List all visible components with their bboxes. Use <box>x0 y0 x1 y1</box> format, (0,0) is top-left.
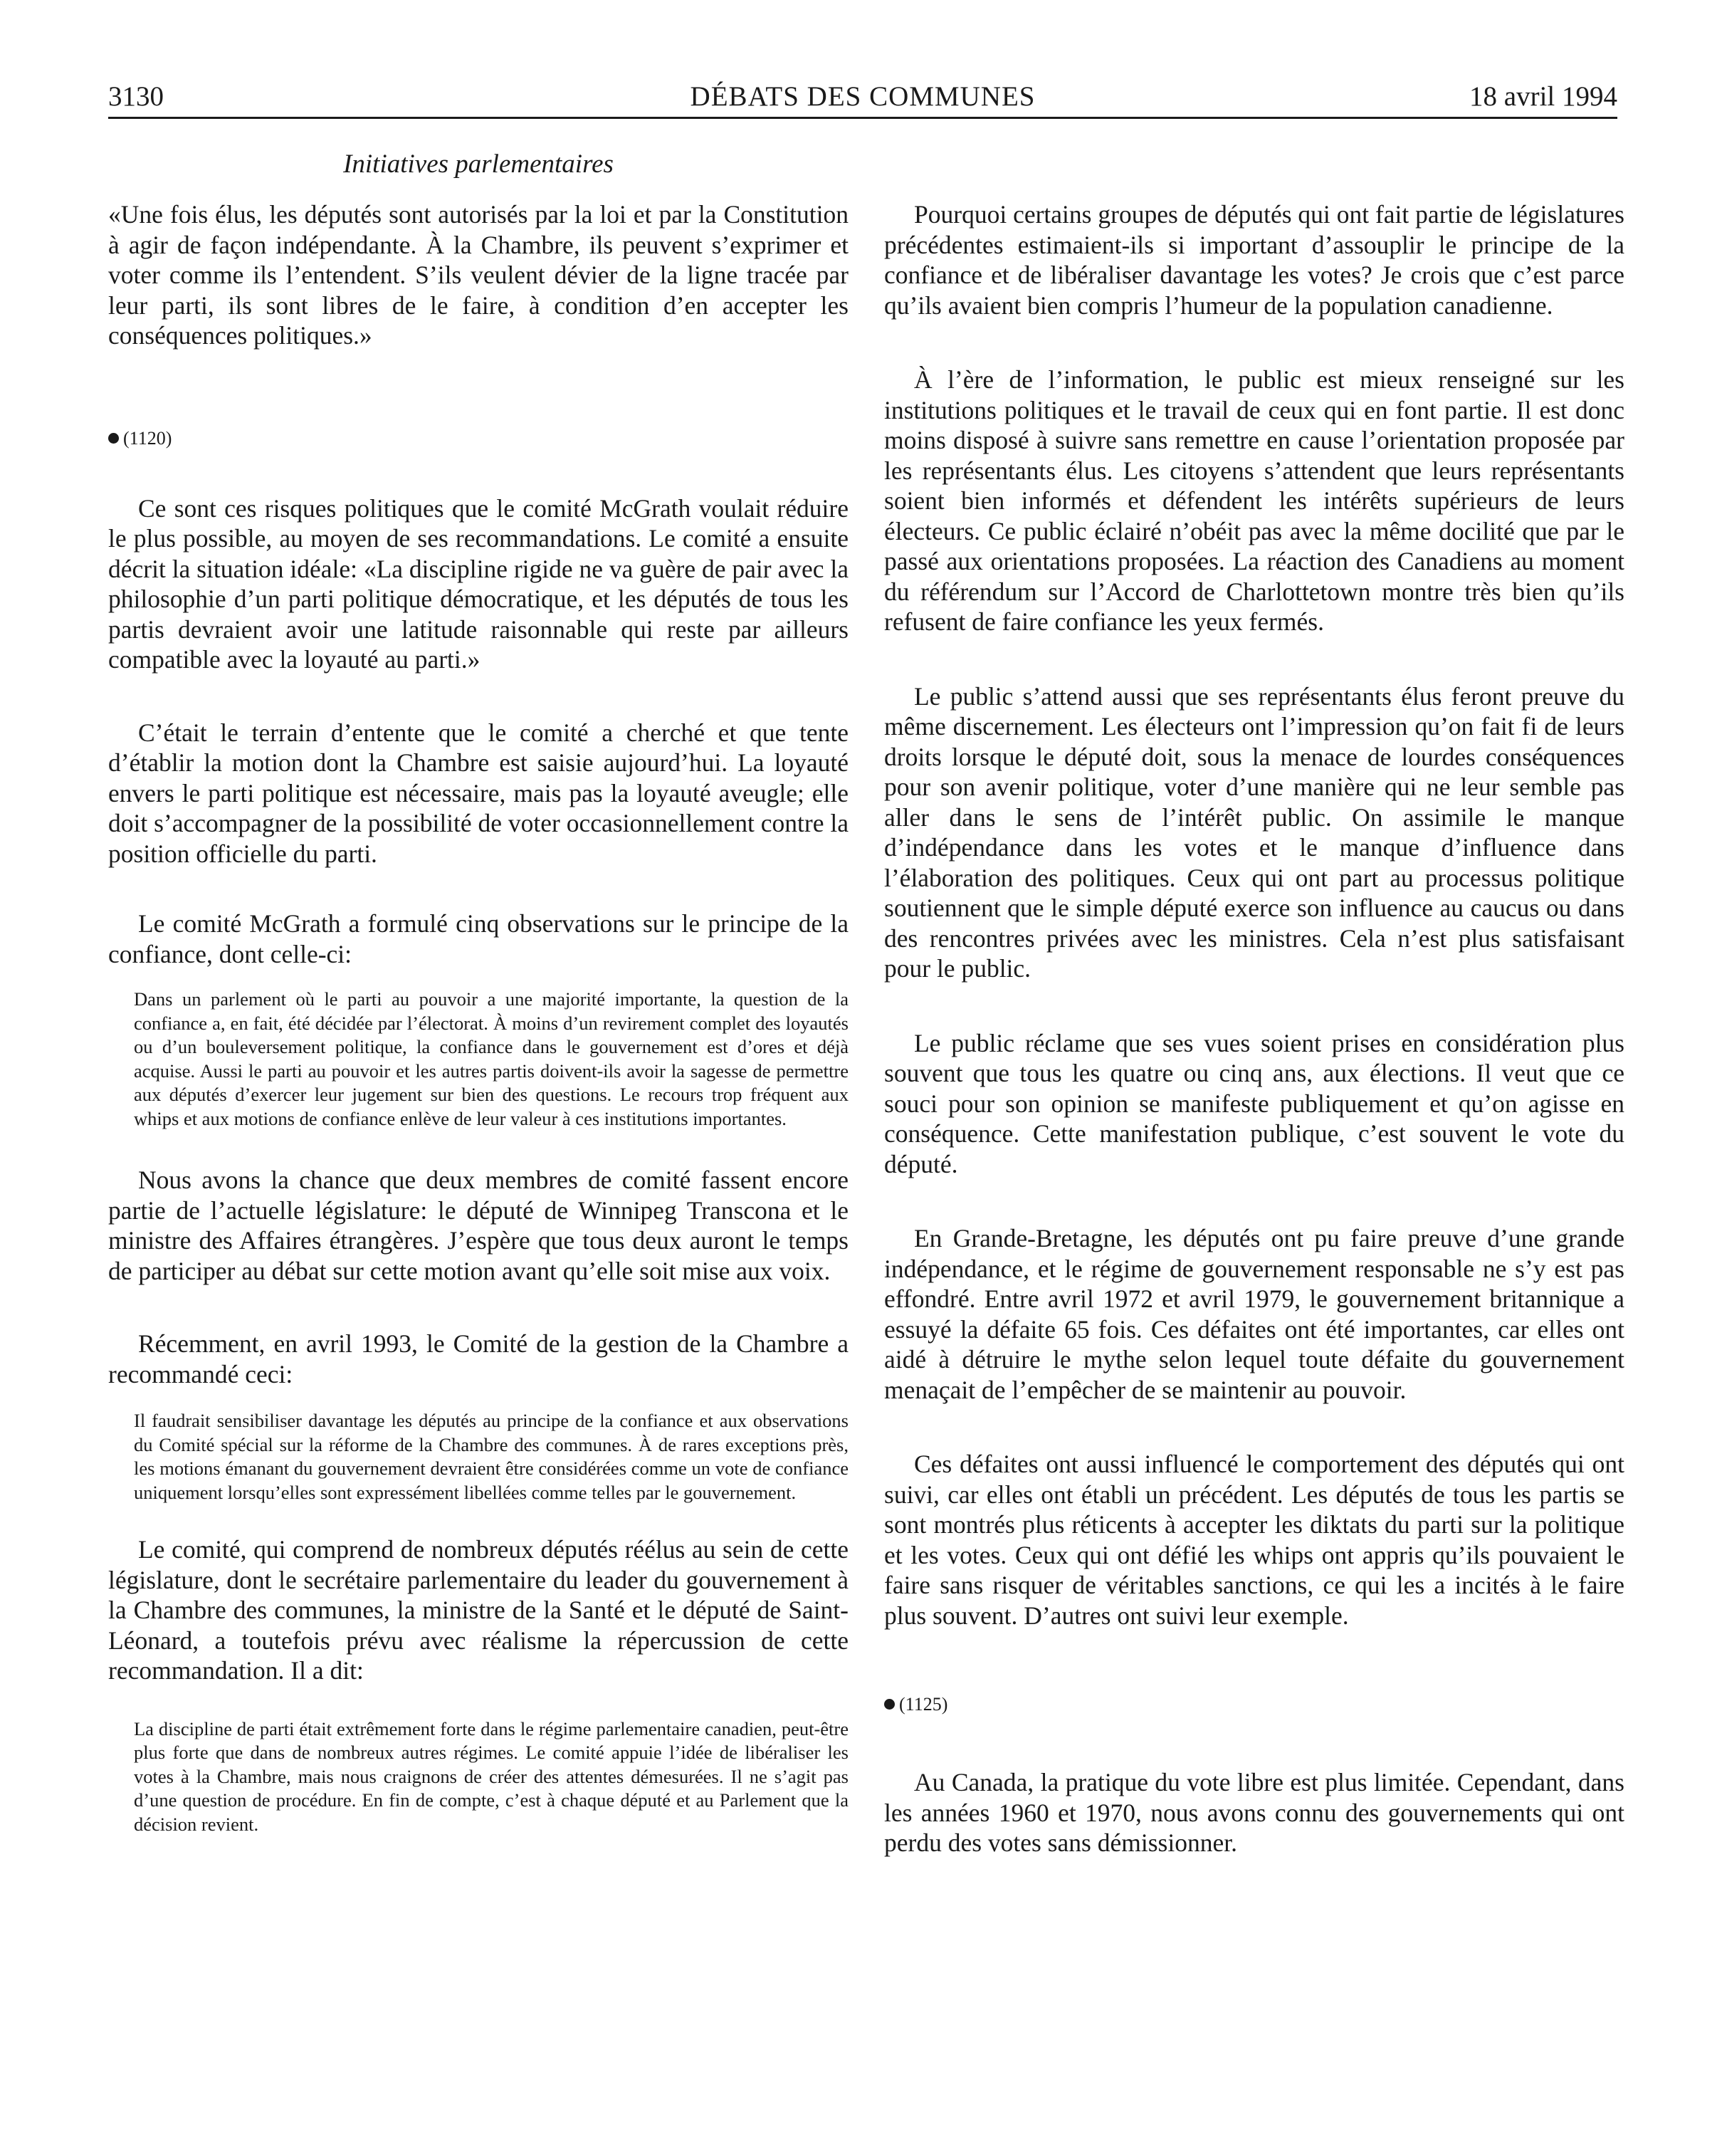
block-quote: La discipline de parti était extrêmement forte dans le régime parlementaire canadien, peut-être plus forte que dans de nombreux autres régimes. Le comité appuie l’idée de libéraliser les votes à la Chambre, mais nous craignons de créer des attentes démesurées. Il ne s’agit pas d’une question de procédure. En fin de compte, c’est à chaque député et au Parlement que la décision revient. <box>134 1717 849 1835</box>
paragraph: Le comité McGrath a formulé cinq observations sur le principe de la confiance, dont celle-ci: <box>108 909 849 968</box>
running-head <box>108 77 1617 117</box>
paragraph: Ce sont ces risques politiques que le comité McGrath voulait réduire le plus possible, au moyen de ses recommandations. Le comité a ensuite décrit la situation idéale: «La discipline rigide ne va guère de pair avec la philosophie d’un parti politique démocratique, et les députés de tous les partis devraient avoir une latitude raisonnable qui reste par ailleurs compatible avec la loyauté au parti.» <box>108 493 849 674</box>
paragraph: Le comité, qui comprend de nombreux députés réélus au sein de cette législature, dont le secrétaire parlementaire du leader du gouvernement à la Chambre des communes, la ministre de la Santé et le député de Saint-Léonard, a toutefois prévu avec réalisme la répercussion de cette recommandation. Il a dit: <box>108 1535 849 1685</box>
publication-date: 18 avril 1994 <box>1469 81 1617 112</box>
publication-title: DÉBATS DES COMMUNES <box>690 81 1036 112</box>
paragraph: «Une fois élus, les députés sont autorisés par la loi et par la Constitution à agir de façon indépendante. À la Chambre, ils peuvent s’exprimer et voter comme ils l’entendent. S’ils veulent dévier de la ligne tracée par leur parti, ils sont libres de le faire, à condition d’en accepter les conséquences politiques.» <box>108 200 849 350</box>
bullet-icon <box>108 433 119 444</box>
block-quote: Dans un parlement où le parti au pouvoir a une majorité importante, la question de la confiance a, en fait, été décidée par l’électorat. À moins d’un revirement complet des loyautés ou d’un bouleversement politique, la confiance dans le gouvernement est d’ores et déjà acquise. Aussi le parti au pouvoir et les autres partis doivent-ils avoir la sagesse de permettre aux députés d’exercer leur jugement sur bien des questions. Le recours trop fréquent aux whips et aux motions de confiance enlève de leur valeur à ces institutions importantes. <box>134 988 849 1129</box>
paragraph: Au Canada, la pratique du vote libre est plus limitée. Cependant, dans les années 1960 et 1970, nous avons connu des gouvernements qui ont perdu des votes sans démissionner. <box>884 1768 1624 1857</box>
right-column <box>884 199 1624 1858</box>
paragraph: Pourquoi certains groupes de députés qui ont fait partie de législatures précédentes estimaient-ils si important d’assouplir le principe de la confiance et de libéraliser davantage les votes? Je crois que c’est parce qu’ils avaient bien compris l’humeur de la population canadienne. <box>884 200 1624 320</box>
bullet-icon <box>884 1699 895 1710</box>
paragraph: Le public s’attend aussi que ses représentants élus feront preuve du même discernement. Les électeurs ont l’impression qu’on fait fi de leurs droits lorsque le député doit, sous la menace de lourdes conséquences pour son avenir politique, voter d’une manière qui ne leur semble pas aller dans le sens de l’intérêt public. On assimile le manque d’indépendance dans les votes et le manque d’influence dans l’élaboration des politiques. Ceux qui ont part au processus politique soutiennent que le simple député exerce son influence au caucus ou dans des rencontres privées avec les ministres. Cela n’est plus satisfaisant pour le public. <box>884 681 1624 983</box>
paragraph: Ces défaites ont aussi influencé le comportement des députés qui ont suivi, car elles ont établi un précédent. Les députés de tous les partis se sont montrés plus réticents à accepter les diktats du parti sur la politique et les votes. Ceux qui ont défié les whips ont appris qu’ils pouvaient le faire sans risquer de véritables sanctions, ce qui les a incités à le faire plus souvent. D’autres ont suivi leur exemple. <box>884 1450 1624 1630</box>
block-quote: Il faudrait sensibiliser davantage les députés au principe de la confiance et aux observations du Comité spécial sur la réforme de la Chambre des communes. À de rares exceptions près, les motions émanant du gouvernement devraient être considérées comme un vote de confiance uniquement lorsqu’elles sont expressément libellées comme telles par le gouvernement. <box>134 1410 849 1503</box>
time-marker-label: (1120) <box>123 427 172 449</box>
left-column <box>108 199 849 1836</box>
paragraph: Le public réclame que ses vues soient prises en considération plus souvent que tous les quatre ou cinq ans, aux élections. Il veut que ce souci pour son opinion se manifeste publiquement et qu’on agisse en conséquence. Cette manifestation publique, c’est souvent le vote du député. <box>884 1028 1624 1178</box>
header-rule <box>108 117 1617 119</box>
paragraph: Récemment, en avril 1993, le Comité de la gestion de la Chambre a recommandé ceci: <box>108 1329 849 1388</box>
section-title: Initiatives parlementaires <box>343 150 614 179</box>
time-marker <box>108 424 849 453</box>
paragraph: À l’ère de l’information, le public est mieux renseigné sur les institutions politiques et le travail de ceux qui en font partie. Il est donc moins disposé à suivre sans remettre en cause l’orientation proposée par les représentants élus. Les citoyens s’attendent que leurs représentants soient bien informés et défendent les intérêts supérieurs de leurs électeurs. Ce public éclairé n’obéit pas avec la même docilité que par le passé aux orientations proposées. La réaction des Canadiens au moment du référendum sur l’Accord de Charlottetown montre très bien qu’ils refusent de faire confiance les yeux fermés. <box>884 365 1624 636</box>
time-marker <box>884 1690 1624 1719</box>
paragraph: En Grande-Bretagne, les députés ont pu faire preuve d’une grande indépendance, et le régime de gouvernement responsable ne s’y est pas effondré. Entre avril 1972 et avril 1979, le gouvernement britannique a essuyé la défaite 65 fois. Ces défaites ont été importantes, car elles ont aidé à détruire le mythe selon lequel toute défaite du gouvernement menaçait de l’empêcher de se maintenir au pouvoir. <box>884 1224 1624 1404</box>
time-marker-label: (1125) <box>899 1694 948 1715</box>
paragraph: Nous avons la chance que deux membres de comité fassent encore partie de l’actuelle législature: le député de Winnipeg Transcona et le ministre des Affaires étrangères. J’espère que tous deux auront le temps de participer au débat sur cette motion avant qu’elle soit mise aux voix. <box>108 1166 849 1285</box>
paragraph: C’était le terrain d’entente que le comité a cherché et que tente d’établir la motion dont la Chambre est saisie aujourd’hui. La loyauté envers le parti politique est nécessaire, mais pas la loyauté aveugle; elle doit s’accompagner de la possibilité de voter occasionnellement contre la position officielle du parti. <box>108 718 849 868</box>
page-number: 3130 <box>108 81 164 112</box>
